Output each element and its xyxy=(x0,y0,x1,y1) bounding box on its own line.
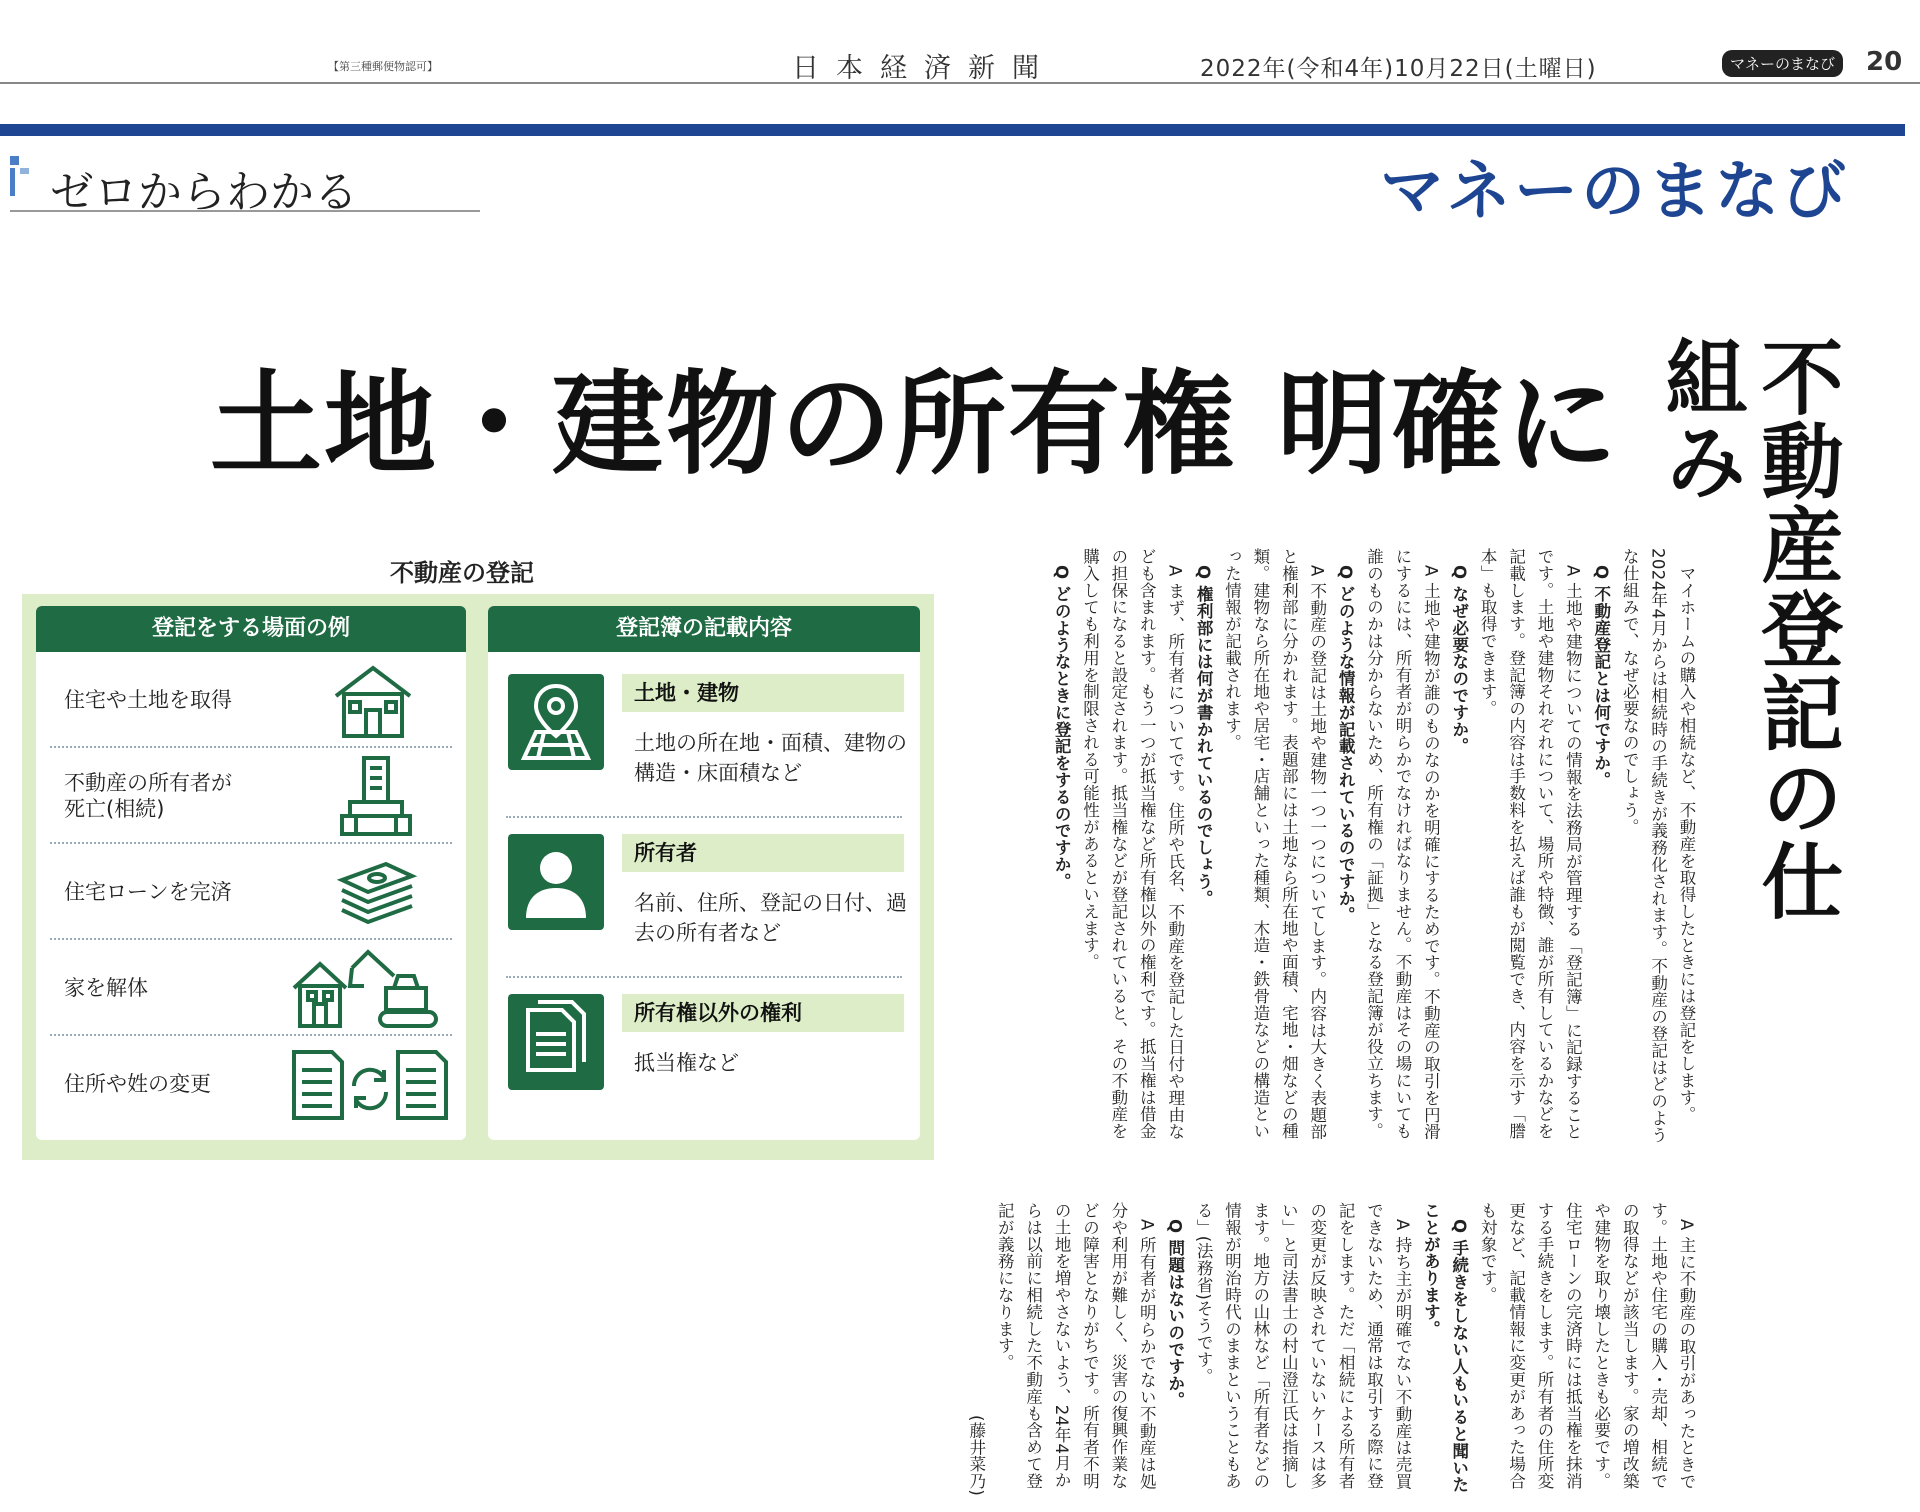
article-question: Q なぜ必要なのですか。 xyxy=(1449,564,1469,755)
scene-label: 住宅や土地を取得 xyxy=(64,688,232,712)
kicker xyxy=(10,150,480,218)
grave-icon xyxy=(336,754,416,840)
house-icon xyxy=(328,660,418,740)
scene-item xyxy=(36,652,466,748)
kicker-text: ゼロからわかる xyxy=(50,167,358,218)
article-question: Q 手続きをしない人もいると聞いたことがあります。 xyxy=(1421,1202,1469,1493)
register-item-label: 所有者 xyxy=(622,834,904,872)
article-paragraph: A 主に不動産の取引があったときです。土地や住宅の購入・売却、相続での取得などが該当します。家の増改築や建物を取り壊したときも必要です。住宅ローンの完済時には抵当権を抹消する手続きをします。所有者の住所変更など、記載情報に変更があった場合も対象です。 xyxy=(1478,1202,1696,1490)
article-lower xyxy=(830,1202,1700,1496)
person-icon xyxy=(508,834,604,930)
register-item-label: 所有権以外の権利 xyxy=(622,994,904,1032)
vertical-title: 不動産登記の仕組み xyxy=(1652,335,1844,923)
postal-permit: 【第三種郵便物認可】 xyxy=(328,60,438,73)
register-heading: 登記簿の記載内容 xyxy=(488,606,920,652)
register-item xyxy=(488,658,920,818)
article-paragraph: A 土地や建物についての情報を法務局が管理する「登記簿」に記録することです。土地や建物それぞれについて、場所や特徴、誰が所有しているかなどを記載します。登記簿の内容は手数料を払えば誰もが閲覧でき、内容を示す「謄本」も取得できます。 xyxy=(1478,548,1583,1140)
headline: 土地・建物の所有権 明確に xyxy=(210,359,1619,490)
scene-label: 家を解体 xyxy=(64,976,148,1000)
article-paragraph: A 持ち主が明確でない不動産は売買できないため、通常は取引する際に登記をします。ただ「相続による所有者の変更が反映されていないケースは多い」と司法書士の村山澄江氏は指摘します。地方の山林など「所有者などの情報が明治時代のままということもある」(法務省)そうです。 xyxy=(1194,1202,1412,1490)
kicker-mark-icon xyxy=(10,156,32,196)
register-item xyxy=(488,978,920,1138)
register-item-desc: 土地の所在地・面積、建物の構造・床面積など xyxy=(634,731,907,785)
register-item-desc: 名前、住所、登記の日付、過去の所有者など xyxy=(634,891,907,945)
newspaper-name: 日本経済新聞 xyxy=(792,53,1056,84)
article-question: Q 不動産登記とは何ですか。 xyxy=(1591,564,1611,788)
register-contents-panel xyxy=(488,606,920,1140)
article-paragraph: A 不動産の登記は土地や建物一つ一つについてします。内容は大きく表題部と権利部に分かれます。表題部には土地なら所在地や面積、宅地・畑などの種類。建物なら所在地や居宅・店舗といった種類、木造・鉄骨造などの構造といった情報が記載されます。 xyxy=(1222,548,1327,1140)
article-upper xyxy=(990,548,1700,1156)
scene-item xyxy=(36,748,466,844)
register-item-desc: 抵当権など xyxy=(634,1051,739,1075)
scene-item xyxy=(36,940,466,1036)
byline: (藤井菜乃) xyxy=(966,1414,986,1496)
article-paragraph: A 土地や建物が誰のものなのかを明確にするためです。不動産の取引を円滑にするには、所有者が明らかでなければなりません。不動産はその場にいても誰のものかは分からないため、所有権の「証拠」となる登記簿が役立ちます。 xyxy=(1364,548,1441,1140)
map-pin-icon xyxy=(508,674,604,770)
graphic-title: 不動産の登記 xyxy=(390,559,534,587)
page-number: 20 xyxy=(1866,47,1903,77)
article-paragraph: マイホームの購入や相続など、不動産を取得したときには登記をします。2024年4月からは相続時の手続きが義務化されます。不動産の登記はどのような仕組みで、なぜ必要なのでしょう。 xyxy=(1620,548,1696,1144)
document-icon xyxy=(508,994,604,1090)
scene-label: 住所や姓の変更 xyxy=(64,1072,211,1096)
article-question: Q どのようなときに登記をするのですか。 xyxy=(1052,564,1072,890)
issue-date: 2022年(令和4年)10月22日(土曜日) xyxy=(1200,56,1597,82)
scene-label: 不動産の所有者が 死亡(相続) xyxy=(64,771,232,821)
register-item-label: 土地・建物 xyxy=(622,674,904,712)
scenes-panel xyxy=(36,606,466,1140)
article-paragraph: A 所有者が明らかでない不動産は処分や利用が難しく、災害の復興作業などの障害となりがちです。所有者不明の土地を増やさないよう、24年4月からは以前に相続した不動産も含めて登記が義務になります。 xyxy=(995,1202,1157,1490)
scene-item xyxy=(36,1036,466,1132)
documents-refresh-icon xyxy=(288,1048,452,1122)
section-rule xyxy=(0,124,1905,136)
register-item xyxy=(488,818,920,978)
infographic xyxy=(22,594,934,1160)
money-stack-icon xyxy=(336,858,418,928)
section-badge: マネーのまなび xyxy=(1722,50,1843,77)
article-question: Q 権利部には何が書かれているのでしょう。 xyxy=(1194,564,1214,907)
article-question: Q どのような情報が記載されているのですか。 xyxy=(1336,564,1356,924)
scene-label: 住宅ローンを完済 xyxy=(64,880,232,904)
masthead xyxy=(0,0,1920,84)
excavator-icon xyxy=(290,946,446,1032)
series-title: マネーのまなび xyxy=(1380,154,1849,229)
scenes-heading: 登記をする場面の例 xyxy=(36,606,466,652)
article-question: Q 問題はないのですか。 xyxy=(1165,1218,1185,1409)
article-paragraph: A まず、所有者についてです。住所や氏名、不動産を登記した日付や理由なども含まれます。もう一つが抵当権など所有権以外の権利です。抵当権は借金の担保になると設定されます。抵当権などが登記されていると、その不動産を購入しても利用を制限される可能性があるといえます。 xyxy=(1080,548,1185,1140)
scene-item xyxy=(36,844,466,940)
